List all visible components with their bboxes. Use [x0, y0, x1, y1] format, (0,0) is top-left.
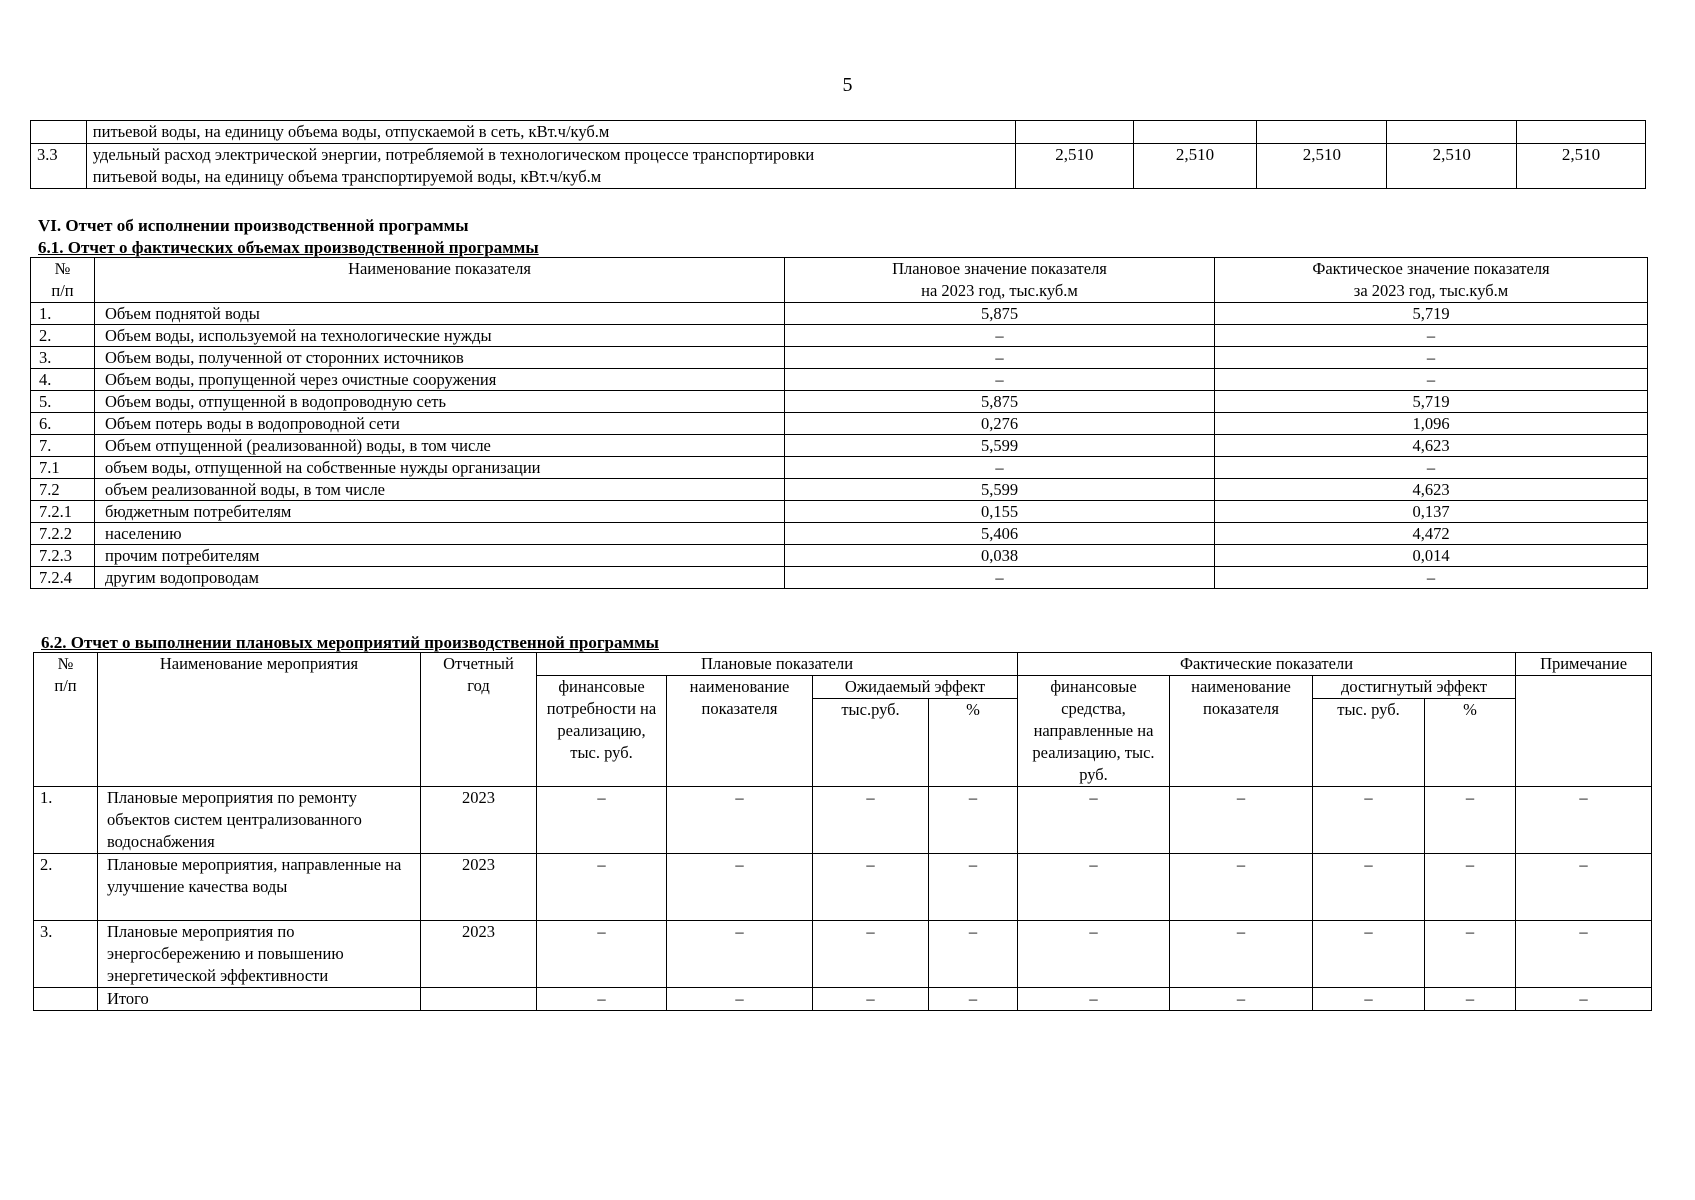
table-row: [31, 435, 1648, 457]
row-number: 7.2.2: [31, 523, 95, 545]
table-row: [31, 144, 1646, 189]
value-cell: [1387, 121, 1517, 144]
header-fact-effect: достигнутый эффект: [1313, 676, 1516, 699]
header-plan-rub: тыс.руб.: [813, 699, 929, 787]
table-header-row: [34, 653, 1652, 676]
fact-value: 0,014: [1215, 545, 1648, 567]
activity-name: Плановые мероприятия по ремонту объектов систем централизованного водоснабжения: [98, 787, 421, 854]
header-year-line-2: год: [467, 676, 490, 695]
header-plan-group: Плановые показатели: [537, 653, 1018, 676]
plan-value: 5,406: [785, 523, 1215, 545]
fact-value: 4,623: [1215, 479, 1648, 501]
table-row: [31, 545, 1648, 567]
table-header-row: [31, 258, 1648, 303]
table-row: [31, 391, 1648, 413]
value-cell: –: [537, 787, 667, 854]
table-row: [34, 854, 1652, 921]
table-row: [31, 325, 1648, 347]
header-fact-pct: %: [1425, 699, 1516, 787]
header-number: [34, 653, 98, 787]
value-cell: –: [1170, 921, 1313, 988]
value-cell: –: [667, 854, 813, 921]
indicator-name: объем воды, отпущенной на собственные нужды организации: [95, 457, 785, 479]
value-cell: –: [1170, 854, 1313, 921]
plan-value: –: [785, 369, 1215, 391]
value-cell: –: [1516, 854, 1652, 921]
header-report-year: [421, 653, 537, 787]
plan-value: –: [785, 325, 1215, 347]
fact-value: –: [1215, 347, 1648, 369]
header-plan-finance: финансовые потребности на реализацию, тыс. руб.: [537, 676, 667, 787]
header-fact-value: [1215, 258, 1648, 303]
header-number: [31, 258, 95, 303]
value-cell: [1257, 121, 1387, 144]
header-plan-line-2: на 2023 год, тыс.куб.м: [921, 281, 1078, 300]
indicator-name: Объем воды, отпущенной в водопроводную сеть: [95, 391, 785, 413]
indicator-name: другим водопроводам: [95, 567, 785, 589]
value-cell: 2,510: [1387, 144, 1517, 189]
value-cell: –: [929, 921, 1018, 988]
indicator-name: [86, 144, 1015, 189]
row-number: 5.: [31, 391, 95, 413]
table-row: [31, 413, 1648, 435]
header-note: Примечание: [1516, 653, 1652, 676]
activities-table: [33, 652, 1652, 1011]
header-fact-line-2: за 2023 год, тыс.куб.м: [1353, 281, 1509, 300]
fact-value: 4,623: [1215, 435, 1648, 457]
value-cell: –: [813, 787, 929, 854]
header-fact-group: Фактические показатели: [1018, 653, 1516, 676]
header-activity-name: Наименование мероприятия: [98, 653, 421, 787]
value-cell: –: [813, 988, 929, 1011]
subsection-title-volumes: 6.1. Отчет о фактических объемах производственной программы: [38, 238, 539, 257]
header-plan-pct: %: [929, 699, 1018, 787]
value-cell: [1133, 121, 1257, 144]
table-row: [31, 303, 1648, 325]
header-fact-finance: финансовые средства, направленные на реализацию, тыс. руб.: [1018, 676, 1170, 787]
indicator-name: Объем воды, используемой на технологические нужды: [95, 325, 785, 347]
value-cell: –: [1516, 921, 1652, 988]
plan-value: –: [785, 567, 1215, 589]
plan-value: 5,599: [785, 479, 1215, 501]
report-year: 2023: [421, 787, 537, 854]
row-number: 2.: [34, 854, 98, 921]
value-cell: –: [537, 988, 667, 1011]
value-cell: –: [929, 854, 1018, 921]
row-number: 6.: [31, 413, 95, 435]
value-cell: –: [1425, 988, 1516, 1011]
value-cell: –: [813, 921, 929, 988]
table-row: [31, 347, 1648, 369]
header-plan-indicator: наименование показателя: [667, 676, 813, 787]
value-cell: –: [1313, 921, 1425, 988]
header-note-empty: [1516, 676, 1652, 787]
value-cell: –: [1313, 854, 1425, 921]
row-number: 7.2.4: [31, 567, 95, 589]
value-cell: –: [1313, 988, 1425, 1011]
row-number: 2.: [31, 325, 95, 347]
indicator-name-line-1: удельный расход электрической энергии, потребляемой в технологическом процессе транспортировки: [92, 145, 815, 164]
value-cell: –: [1313, 787, 1425, 854]
row-number: 7.: [31, 435, 95, 457]
section-title: VI. Отчет об исполнении производственной программы: [38, 216, 469, 235]
row-number: 7.2.3: [31, 545, 95, 567]
indicator-name-line-2: питьевой воды, на единицу объема транспортируемой воды, кВт.ч/куб.м: [92, 167, 602, 186]
fact-value: –: [1215, 325, 1648, 347]
row-number: 3.: [31, 347, 95, 369]
row-number: [34, 988, 98, 1011]
value-cell: –: [1516, 988, 1652, 1011]
fact-value: 5,719: [1215, 303, 1648, 325]
value-cell: –: [667, 787, 813, 854]
fact-value: –: [1215, 457, 1648, 479]
plan-value: 5,875: [785, 391, 1215, 413]
indicator-name: прочим потребителям: [95, 545, 785, 567]
value-cell: –: [929, 787, 1018, 854]
header-number-line-2: п/п: [54, 676, 77, 695]
fact-value: 1,096: [1215, 413, 1648, 435]
row-number: 7.2: [31, 479, 95, 501]
row-number: 3.3: [31, 144, 87, 189]
table-row: [31, 369, 1648, 391]
row-number: 7.2.1: [31, 501, 95, 523]
value-cell: –: [813, 854, 929, 921]
value-cell: –: [667, 921, 813, 988]
value-cell: 2,510: [1517, 144, 1646, 189]
value-cell: –: [1425, 787, 1516, 854]
table-row: [31, 457, 1648, 479]
report-year: [421, 988, 537, 1011]
activity-name: Плановые мероприятия, направленные на улучшение качества воды: [98, 854, 421, 921]
plan-value: 0,038: [785, 545, 1215, 567]
table-row: [34, 787, 1652, 854]
value-cell: 2,510: [1133, 144, 1257, 189]
fact-value: –: [1215, 369, 1648, 391]
row-number: 3.: [34, 921, 98, 988]
plan-value: 5,599: [785, 435, 1215, 457]
value-cell: –: [537, 921, 667, 988]
indicator-name: населению: [95, 523, 785, 545]
header-plan-effect: Ожидаемый эффект: [813, 676, 1018, 699]
header-fact-line-1: Фактическое значение показателя: [1312, 259, 1550, 278]
indicator-name: Объем воды, полученной от сторонних источников: [95, 347, 785, 369]
indicator-name: Объем воды, пропущенной через очистные сооружения: [95, 369, 785, 391]
indicator-name: объем реализованной воды, в том числе: [95, 479, 785, 501]
plan-value: –: [785, 457, 1215, 479]
total-row: [34, 988, 1652, 1011]
value-cell: –: [1170, 988, 1313, 1011]
plan-value: 5,875: [785, 303, 1215, 325]
indicator-name: Объем поднятой воды: [95, 303, 785, 325]
row-number: 1.: [34, 787, 98, 854]
value-cell: –: [1018, 787, 1170, 854]
header-number-line-1: №: [54, 259, 71, 278]
indicator-name: Объем потерь воды в водопроводной сети: [95, 413, 785, 435]
header-fact-indicator: наименование показателя: [1170, 676, 1313, 787]
row-number: [31, 121, 87, 144]
fact-value: 5,719: [1215, 391, 1648, 413]
page-number: 5: [842, 74, 853, 96]
indicator-name: Объем отпущенной (реализованной) воды, в том числе: [95, 435, 785, 457]
header-year-line-1: Отчетный: [443, 654, 514, 673]
value-cell: [1016, 121, 1134, 144]
row-number: 4.: [31, 369, 95, 391]
total-label: Итого: [98, 988, 421, 1011]
value-cell: –: [1170, 787, 1313, 854]
plan-value: 0,276: [785, 413, 1215, 435]
indicator-table-continuation: [30, 120, 1646, 189]
value-cell: –: [1018, 988, 1170, 1011]
value-cell: 2,510: [1016, 144, 1134, 189]
value-cell: [1517, 121, 1646, 144]
value-cell: –: [1425, 854, 1516, 921]
row-number: 7.1: [31, 457, 95, 479]
value-cell: 2,510: [1257, 144, 1387, 189]
fact-value: 4,472: [1215, 523, 1648, 545]
fact-value: 0,137: [1215, 501, 1648, 523]
row-number: 1.: [31, 303, 95, 325]
report-year: 2023: [421, 854, 537, 921]
value-cell: –: [929, 988, 1018, 1011]
header-number-line-1: №: [57, 654, 74, 673]
header-plan-line-1: Плановое значение показателя: [892, 259, 1107, 278]
table-row: [34, 921, 1652, 988]
header-plan-value: [785, 258, 1215, 303]
subsection-title-activities: 6.2. Отчет о выполнении плановых мероприятий производственной программы: [41, 633, 659, 652]
value-cell: –: [1018, 854, 1170, 921]
table-row: [31, 523, 1648, 545]
report-year: 2023: [421, 921, 537, 988]
table-row: [31, 479, 1648, 501]
plan-value: 0,155: [785, 501, 1215, 523]
value-cell: –: [667, 988, 813, 1011]
header-fact-rub: тыс. руб.: [1313, 699, 1425, 787]
indicator-name: бюджетным потребителям: [95, 501, 785, 523]
table-row: [31, 567, 1648, 589]
value-cell: –: [1516, 787, 1652, 854]
table-row: [31, 501, 1648, 523]
header-indicator-name: Наименование показателя: [95, 258, 785, 303]
volumes-table: [30, 257, 1648, 589]
value-cell: –: [1425, 921, 1516, 988]
plan-value: –: [785, 347, 1215, 369]
header-number-line-2: п/п: [51, 281, 74, 300]
fact-value: –: [1215, 567, 1648, 589]
value-cell: –: [1018, 921, 1170, 988]
activity-name: Плановые мероприятия по энергосбережению и повышению энергетической эффективности: [98, 921, 421, 988]
indicator-name: питьевой воды, на единицу объема воды, отпускаемой в сеть, кВт.ч/куб.м: [86, 121, 1015, 144]
table-row: [31, 121, 1646, 144]
value-cell: –: [537, 854, 667, 921]
